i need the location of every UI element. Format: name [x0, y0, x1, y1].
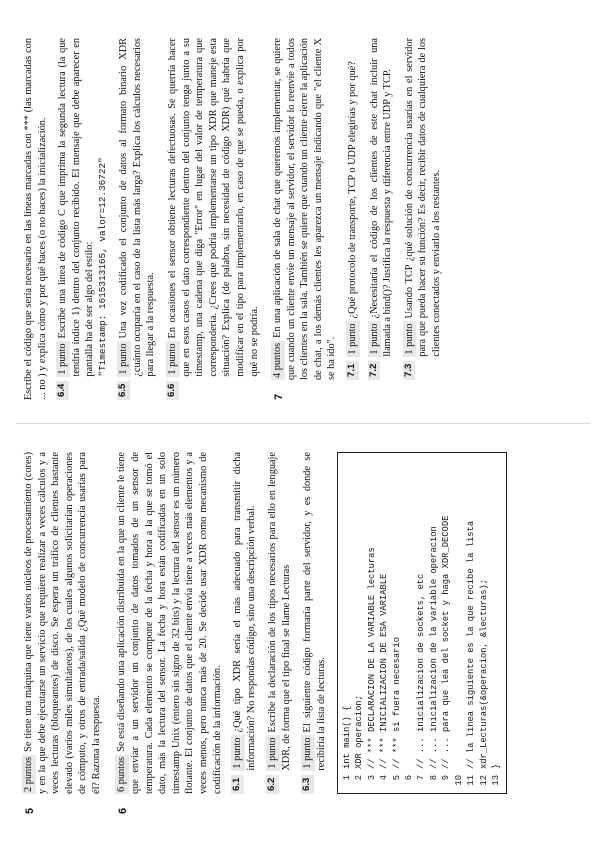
subquestion-number: 7.2 — [368, 361, 381, 380]
code-line: 10 — [453, 775, 464, 786]
code-text: // ... para que lea del socket y haga XDR_DECODE — [441, 515, 452, 769]
points-badge: 1 punto — [167, 343, 179, 375]
subquestion-6-2 — [266, 452, 293, 794]
code-listing — [337, 452, 507, 794]
question-text: En una aplicación de sala de chat que queremos implementar, se quiere que cuando un cliente envíe un mensaje al servidor, el servidor lo reenvíe a todos los clientes en la sala. También se quiere que cuando un cliente cierre la aplicación de chat, a los demás clientes les aparezca un mensaje indicando que "el cliente X se ha ido". — [272, 38, 338, 380]
subquestion-6-4 — [56, 38, 109, 400]
code-line: 2 XDR operacion; — [354, 695, 365, 781]
points-badge: 1 punto — [232, 737, 244, 769]
subquestion-6-1 — [231, 452, 258, 794]
column-divider — [16, 423, 590, 424]
subquestion-number: 6.3 — [301, 775, 314, 794]
code-line: 8 // ... inicializacion de la variable operacion — [428, 526, 439, 781]
subquestion-text: Una vez codificado el conjunto de datos al formato binario XDR ¿cuánto ocuparía en el caso de la lista más larga? Explica los cálculos necesarios para llegar a la respuesta. — [118, 38, 157, 377]
code-text: int main() { — [341, 705, 352, 769]
subquestion-6-3 — [301, 452, 328, 794]
question-text: Se está diseñando una aplicación distribuida en la que un cliente le tiene que enviar a un servidor un conjunto de datos tomados de un sensor de temperatura. Cada elemento se compone de la fecha y hora a la que se tomó el dato, más la lectura del sensor. La fecha y hora están codificadas en un solo timestamp Unix (entero sin signo de 32 bits) y la lectura del sensor es un número flotante. El conjunto de datos que el cliente envía tiene a veces más elementos y a veces menos, pero nunca más de 20. Se decide usar XDR como mecanismo de codificación de la información. — [116, 452, 223, 794]
subquestion-text: El siguiente código formaría parte del servidor, y es donde se recibiría la lista de lecturas. — [302, 452, 327, 771]
code-line: 5 // *** si fuera necesario — [391, 637, 402, 781]
code-line: 1 int main() { — [341, 705, 352, 781]
subquestion-6-5 — [117, 38, 158, 400]
points-badge: 1 punto — [403, 323, 415, 355]
question-7 — [271, 38, 451, 400]
subquestion-number: 7.1 — [346, 361, 359, 380]
code-text: // *** INICIALIZACION DE ESA VARIABLE — [379, 573, 390, 769]
question-text: Se tiene una máquina que tiene varios núcleos de procesamiento (cores) y en la que debe ejecutarse un servicio que requiere realizar a veces cálculos y a veces lecturas (bloqueantes) de disco. Se espera un tráfico de clientes bastante elevado (varios miles simultáneos), de los cuales algunos solicitarían operaciones de cómputo, y otros de entrada/salida ¿Qué modelo de concurrencia usarías para él? Razona la respuesta. — [23, 452, 102, 794]
question-number: 6 — [117, 807, 130, 814]
question-number: 7 — [273, 393, 286, 400]
points-badge: 1 punto — [118, 343, 130, 375]
code-line: 4 // *** INICIALIZACION DE ESA VARIABLE — [379, 573, 390, 781]
points-badge: 1 punto — [302, 737, 314, 769]
example-output: "Timestamp: 1615313165, valor=12.36722" — [96, 157, 108, 377]
code-line: 6 — [403, 775, 414, 781]
subquestion-number: 7.3 — [403, 361, 416, 380]
subquestion-text: Escribe la declaración de los tipos necesarios para ello en lenguaje XDR, de forma que el tipo final se llame Lecturas — [267, 452, 292, 771]
code-text: // *** DECLARACION DE LA VARIABLE lecturas — [366, 547, 377, 769]
code-text: // la linea siguiente es la que recibe la lista — [466, 520, 477, 769]
subquestion-text: Usando TCP ¿qué solución de concurrencia usarías en el servidor para que pueda hacer su función? Es decir, recibir datos de cualquiera de los clientes conectados y enviarlo a los restantes. — [403, 38, 442, 357]
subquestion-7-1 — [346, 38, 360, 380]
question-5 — [22, 452, 106, 814]
question-number: 5 — [24, 807, 36, 814]
subquestion-text: ¿Qué tipo XDR sería el más adecuado para transmitir dicha información? No respondas código, sino una descripción verbal. — [232, 452, 257, 771]
subquestion-7-2 — [368, 38, 395, 380]
points-badge: 1 punto — [346, 323, 358, 355]
subquestion-text: ¿Necesitaría el código de los clientes de este chat incluir una llamada a bind()? Justifica la respuesta y diferencia entre UDP y TCP. — [368, 38, 394, 357]
code-line: 9 // ... para que lea del socket y haga XDR_DECODE — [441, 515, 452, 781]
left-column — [22, 452, 516, 814]
points-badge: 4 puntos — [272, 342, 284, 378]
code-text: xdr_Lecturas(&operacion, &lecturas); — [478, 578, 489, 769]
subquestion-text: ¿Qué protocolo de transporte, TCP o UDP elegirías y por qué? — [346, 61, 358, 319]
code-line: 11 // la linea siguiente es la que recibe la lista — [466, 520, 477, 786]
points-badge: 6 puntos — [116, 756, 128, 792]
subquestion-text: En ocasiones el sensor obtiene lecturas defectuosas. Se querría hacer que en esos casos el dato correspondiente dentro del conjunto tenga junto a su timestamp, una cadena que diga "Error" en lugar del valor de temperatura que corresponderia. ¿Crees que podría implementarse un tipo XDR que maneje esta situación? Explica (de palabra, sin necesidad de código XDR) qué habría que modificar en el tipo para implementarlo, en caso de que se pueda, o explica por qué no se podría. — [167, 38, 260, 377]
subquestion-number: 6.4 — [56, 381, 69, 400]
question-6 — [115, 452, 506, 814]
code-line: 13 } — [491, 763, 502, 786]
code-text: // ... inicializacion de sockets, etc — [416, 573, 427, 769]
code-line: 3 // *** DECLARACION DE LA VARIABLE lecturas — [366, 547, 377, 781]
code-text: } — [491, 763, 502, 769]
points-badge: 2 puntos — [23, 756, 34, 792]
subquestion-text: Escribe una línea de código C que imprima la segunda lectura (la que tendría índice 1) dentro del conjunto recibido. El mensaje que debe aparecer en pantalla ha de ser algo del estilo: — [57, 38, 96, 377]
subquestion-number: 6.5 — [117, 381, 130, 400]
continuation-text: Escribe el código que sería necesario en las líneas marcadas con *** (las marcadas con ... no ) y explica cómo y por qué haces (o no haces) la inicialización. — [23, 38, 48, 400]
subquestion-number: 6.2 — [266, 775, 279, 794]
code-line: 7 // ... inicializacion de sockets, etc — [416, 573, 427, 781]
points-badge: 1 punto — [267, 737, 279, 769]
subquestion-6-6 — [166, 38, 261, 400]
subquestion-number: 6.6 — [166, 381, 179, 400]
code-text: // ... inicializacion de la variable operacion — [428, 526, 439, 769]
code-line: 12 xdr_Lecturas(&operacion, &lecturas); — [478, 578, 489, 786]
right-column — [22, 38, 460, 400]
subquestion-7-3 — [403, 38, 444, 380]
points-badge: 1 punto — [57, 343, 69, 375]
points-badge: 1 punto — [368, 323, 380, 355]
subquestion-number: 6.1 — [231, 775, 244, 794]
code-text: // *** si fuera necesario — [391, 637, 402, 769]
code-text: XDR operacion; — [354, 695, 365, 769]
